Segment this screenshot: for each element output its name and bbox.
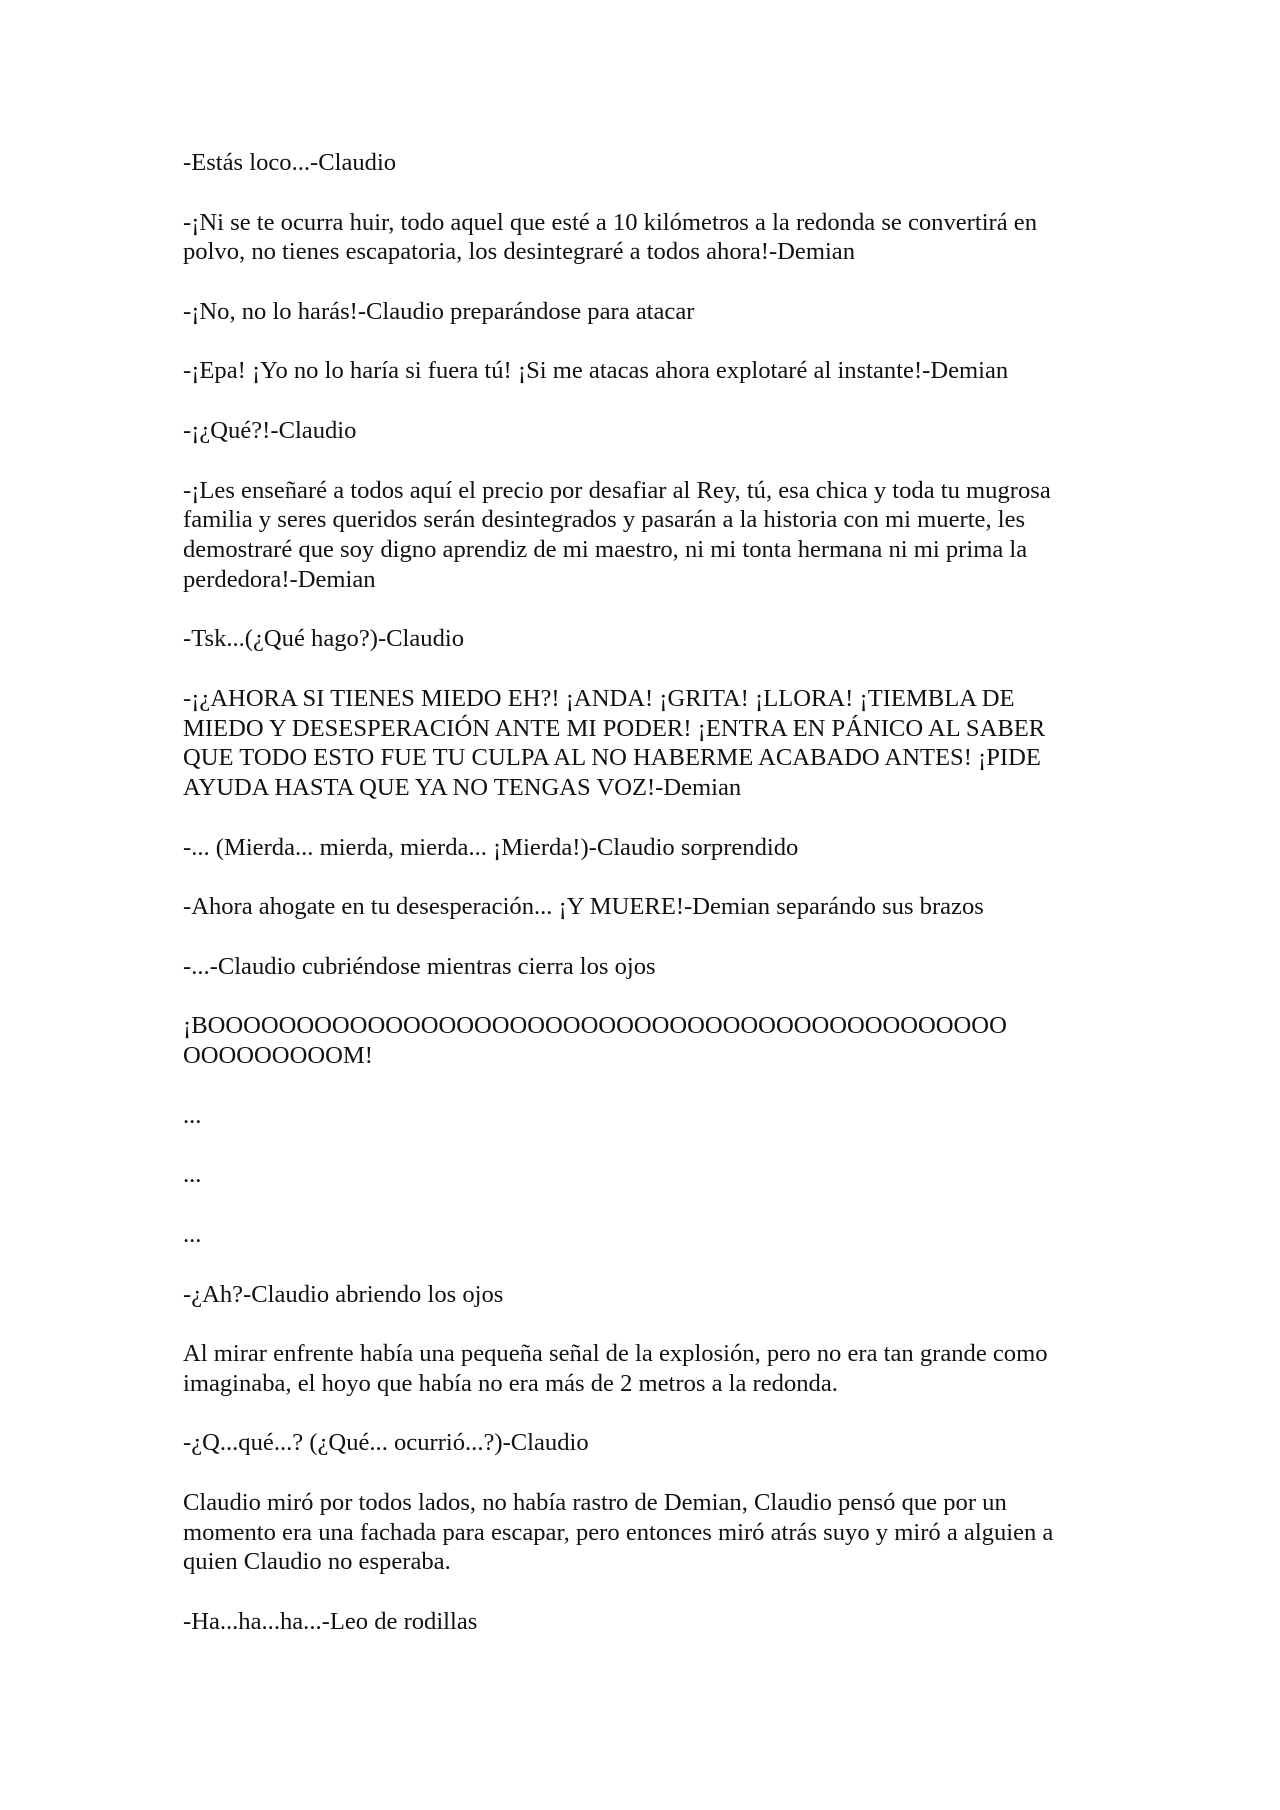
text-line: quien Claudio no esperaba.	[183, 1548, 451, 1576]
paragraph-8	[183, 684, 1103, 803]
text-line: MIEDO Y DESESPERACIÓN ANTE MI PODER! ¡ENTRA EN PÁNICO AL SABER	[183, 714, 1046, 742]
paragraph-16	[183, 1280, 1103, 1310]
text-line: -¡No, no lo harás!-Claudio preparándose para atacar	[183, 297, 695, 325]
text-line: Al mirar enfrente había una pequeña señal de la explosión, pero no era tan grande como	[183, 1340, 1048, 1368]
text-line: familia y seres queridos serán desintegrados y pasarán a la historia con mi muerte, les	[183, 506, 1026, 534]
text-line: QUE TODO ESTO FUE TU CULPA AL NO HABERME ACABADO ANTES! ¡PIDE	[183, 744, 1041, 772]
text-line: demostraré que soy digno aprendiz de mi maestro, ni mi tonta hermana ni mi prima la	[183, 536, 1028, 564]
text-line: -¡Epa! ¡Yo no lo haría si fuera tú! ¡Si me atacas ahora explotaré al instante!-Demian	[183, 357, 1009, 385]
text-line: -¡¿Qué?!-Claudio	[183, 417, 357, 445]
paragraph-2	[183, 208, 1103, 267]
paragraph-9	[183, 833, 1103, 863]
text-line: -...-Claudio cubriéndose mientras cierra los ojos	[183, 952, 656, 980]
text-line: momento era una fachada para escapar, pero entonces miró atrás suyo y miró a alguien a	[183, 1518, 1054, 1546]
text-line: OOOOOOOOOM!	[183, 1042, 373, 1070]
text-line: -¿Ah?-Claudio abriendo los ojos	[183, 1280, 504, 1308]
paragraph-17	[183, 1339, 1103, 1398]
paragraph-5	[183, 416, 1103, 446]
paragraph-11	[183, 952, 1103, 982]
text-line: -Tsk...(¿Qué hago?)-Claudio	[183, 625, 465, 653]
text-line: polvo, no tienes escapatoria, los desintegraré a todos ahora!-Demian	[183, 238, 855, 266]
text-line: -... (Mierda... mierda, mierda... ¡Mierda!)-Claudio sorprendido	[183, 833, 799, 861]
text-line: perdedora!-Demian	[183, 565, 376, 593]
text-line: ...	[183, 1220, 202, 1248]
text-line: -¡¿AHORA SI TIENES MIEDO EH?! ¡ANDA! ¡GRITA! ¡LLORA! ¡TIEMBLA DE	[183, 684, 1015, 712]
paragraph-10	[183, 892, 1103, 922]
paragraph-1	[183, 148, 1103, 178]
paragraph-20	[183, 1607, 1103, 1637]
paragraph-13-ellipsis	[183, 1101, 1103, 1131]
text-line: -Ahora ahogate en tu desesperación... ¡Y MUERE!-Demian separándo sus brazos	[183, 893, 984, 921]
paragraph-3	[183, 297, 1103, 327]
text-line: AYUDA HASTA QUE YA NO TENGAS VOZ!-Demian	[183, 774, 742, 802]
paragraph-15-ellipsis	[183, 1220, 1103, 1250]
text-line: -Ha...ha...ha...-Leo de rodillas	[183, 1608, 478, 1636]
text-line: imaginaba, el hoyo que había no era más de 2 metros a la redonda.	[183, 1369, 838, 1397]
paragraph-19	[183, 1488, 1103, 1577]
text-line: ...	[183, 1101, 202, 1129]
paragraph-4	[183, 356, 1103, 386]
document-page	[183, 148, 1103, 1667]
text-line: -Estás loco...-Claudio	[183, 149, 397, 176]
paragraph-14-ellipsis	[183, 1160, 1103, 1190]
paragraph-7	[183, 624, 1103, 654]
text-line: -¡Ni se te ocurra huir, todo aquel que esté a 10 kilómetros a la redonda se convertirá en	[183, 208, 1038, 236]
paragraph-12-boom	[183, 1011, 1103, 1070]
paragraph-18	[183, 1428, 1103, 1458]
text-line: -¿Q...qué...? (¿Qué... ocurrió...?)-Claudio	[183, 1429, 589, 1457]
text-line: -¡Les enseñaré a todos aquí el precio por desafiar al Rey, tú, esa chica y toda tu mugrosa	[183, 476, 1051, 504]
text-line: ...	[183, 1161, 202, 1189]
text-line: Claudio miró por todos lados, no había rastro de Demian, Claudio pensó que por un	[183, 1489, 1007, 1517]
text-line: ¡BOOOOOOOOOOOOOOOOOOOOOOOOOOOOOOOOOOOOOOOOOOOOO	[183, 1012, 1007, 1040]
paragraph-6	[183, 476, 1103, 595]
